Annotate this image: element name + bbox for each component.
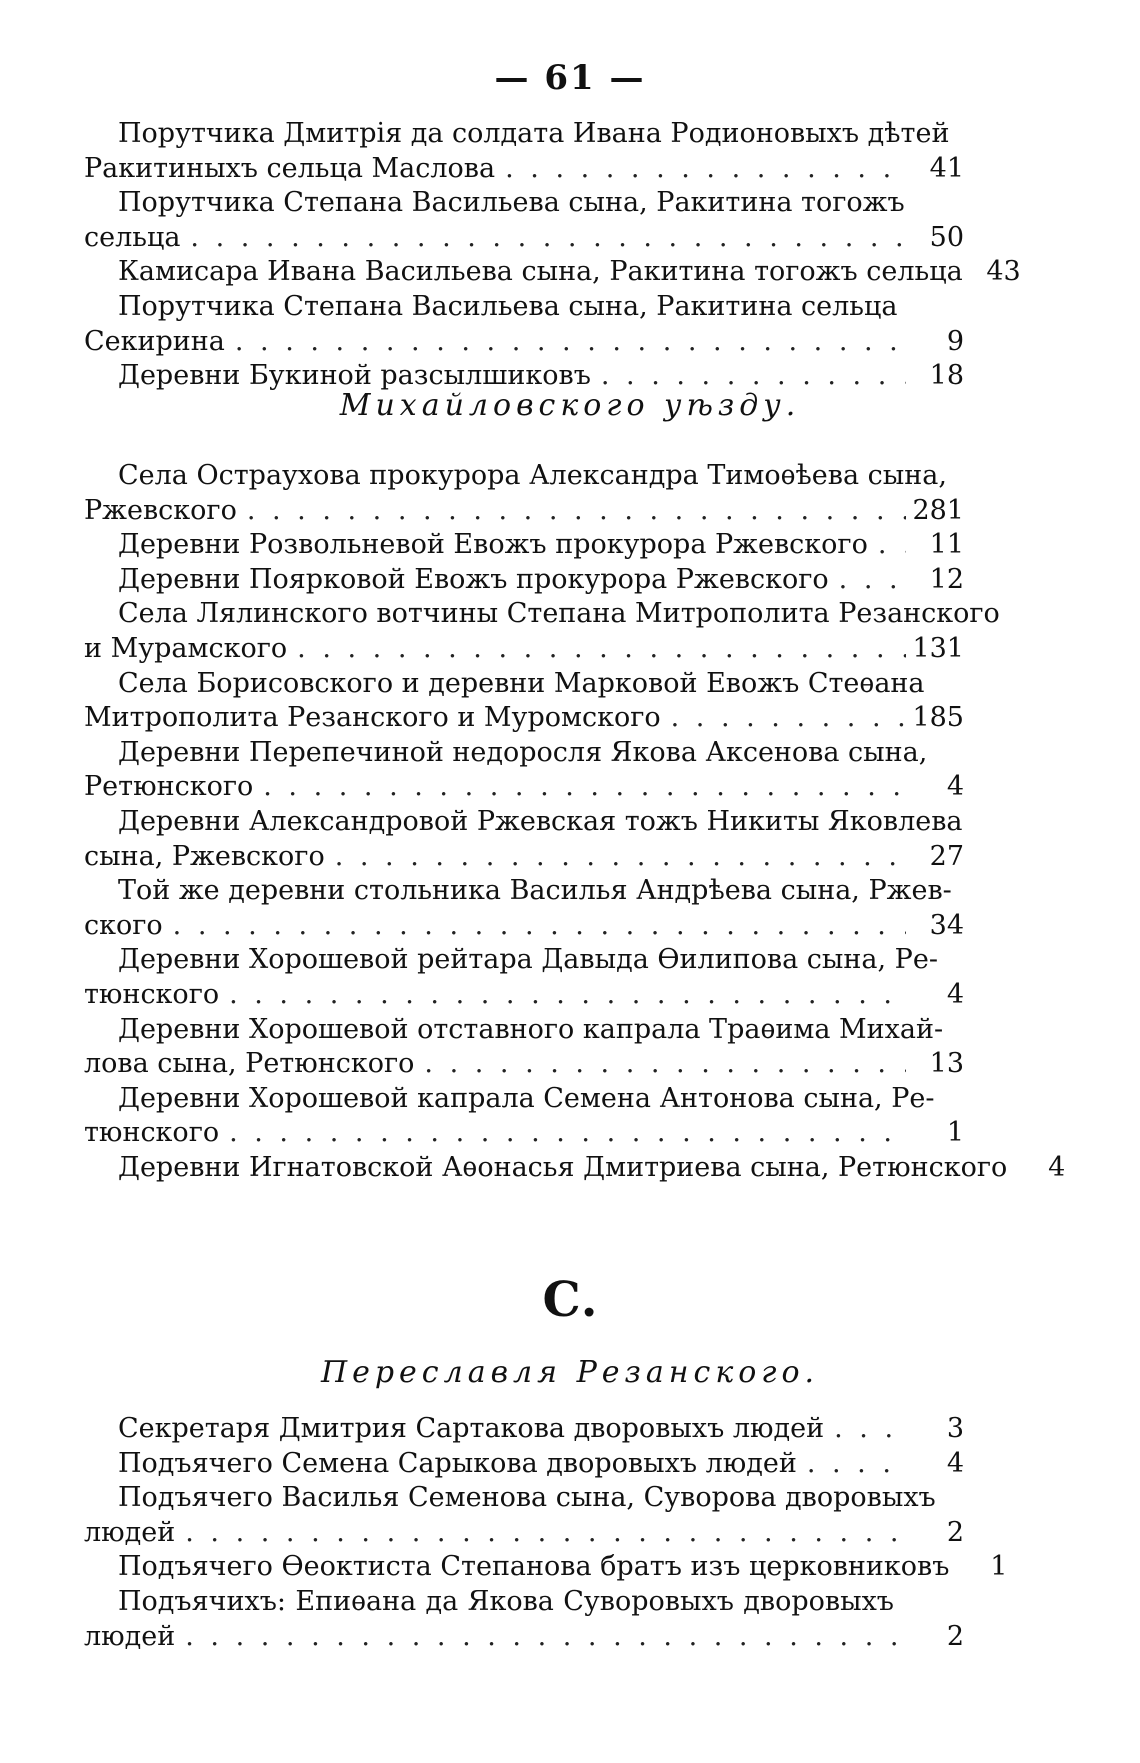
entry-count: 2 [946, 1620, 964, 1652]
entry-list-section-3 [84, 1413, 1008, 1655]
entry-line [84, 771, 964, 806]
entry-text: Деревни Перепечиной недоросля Якова Аксенова сына, [118, 736, 928, 768]
entry-text: Деревни Александровой Ржевская тожъ Никиты Яковлева [118, 805, 963, 837]
entry-label-with-leader [84, 979, 906, 1010]
entry-text: Деревни Хорошевой рейтара Давыда Ѳилипова сына, Ре- [118, 944, 938, 976]
entry-text: и Мурамского [84, 632, 288, 664]
entry-label-with-leader [84, 702, 906, 733]
entry-text: Ржевского [84, 494, 237, 526]
entry-count: 9 [946, 325, 964, 357]
entry-text: Села Лялинского вотчины Степана Митрополита Резанского [118, 598, 1000, 630]
entry-label-with-leader [84, 633, 906, 664]
section-heading-pereslavl: Переславля Резанского. [320, 1355, 820, 1390]
entry-line [84, 1621, 964, 1656]
entry-count: 2 [946, 1516, 964, 1548]
entry-line [84, 737, 964, 772]
entry-count: 13 [929, 1048, 964, 1080]
entry-line [84, 1482, 964, 1517]
entry-count: 4 [1048, 1151, 1066, 1183]
entry-line [84, 118, 964, 153]
entry-line [84, 702, 964, 737]
entry-text: ского [84, 909, 163, 941]
entry-text: Села Остраухова прокурора Александра Тимоѳѣева сына, [118, 460, 947, 491]
entry-count: 34 [929, 909, 964, 941]
entry-count: 12 [929, 563, 964, 595]
entry-label-with-leader [84, 1448, 906, 1479]
entry-text: сына, Ржевского [84, 840, 325, 872]
entry-label-with-leader [84, 1048, 906, 1079]
dot-leader [797, 1448, 906, 1479]
entry-label-with-leader [84, 360, 906, 391]
entry-line [84, 1517, 964, 1552]
entry-label-with-leader [84, 910, 906, 941]
section-letter: С. [542, 1272, 598, 1328]
entry-count: 4 [946, 771, 964, 803]
entry-line [84, 529, 964, 564]
entry-label-with-leader [84, 222, 906, 253]
entry-line [84, 668, 964, 703]
section-heading-mikhailov: Михайловского уѣзду. [339, 388, 801, 423]
entry-count: 281 [912, 494, 964, 526]
dot-leader [180, 222, 906, 253]
entry-line [84, 256, 1021, 291]
page-number: — 61 — [494, 58, 646, 98]
dot-leader [163, 910, 906, 941]
dot-leader [824, 1413, 906, 1444]
dot-leader [829, 564, 906, 595]
entry-text: Деревни Поярковой Евожъ прокурора Ржевского [118, 563, 829, 595]
dot-leader [325, 841, 906, 872]
entry-line [84, 187, 964, 222]
entry-text: Секретаря Дмитрия Сартакова дворовыхъ людей [118, 1413, 825, 1444]
entry-label-with-leader [84, 1517, 906, 1548]
entry-text: Деревни Розвольневой Евожъ прокурора Ржевского [118, 529, 868, 561]
dot-leader [414, 1048, 906, 1079]
entry-label-with-leader [84, 1621, 906, 1652]
entry-line [84, 633, 964, 668]
entry-text: Камисара Ивана Васильева сына, Ракитина тогожъ сельца [118, 256, 963, 288]
entry-count: 1 [946, 1117, 964, 1149]
entry-text: Ретюнского [84, 771, 254, 803]
entry-text: Порутчика Дмитрія да солдата Ивана Родионовыхъ дѣтей [118, 118, 950, 149]
entry-label-with-leader [84, 771, 906, 802]
entry-text: Порутчика Степана Васильева сына, Ракитина сельца [118, 290, 898, 322]
entry-count: 43 [986, 256, 1021, 288]
entry-line [84, 222, 964, 257]
dot-leader [287, 633, 906, 664]
entry-line [84, 841, 964, 876]
entry-count: 185 [912, 702, 964, 734]
entry-text: Подъячихъ: Епиѳана да Якова Суворовыхъ дворовыхъ [118, 1585, 894, 1617]
dot-leader [237, 495, 906, 526]
entry-line [84, 875, 964, 910]
entry-label-with-leader [84, 495, 906, 526]
dot-leader [591, 360, 906, 391]
entry-text: Деревни Хорошевой отставного капрала Траѳима Михай- [118, 1013, 944, 1045]
entry-line [84, 598, 1000, 633]
entry-line [84, 910, 964, 945]
entry-line [84, 1117, 964, 1152]
entry-count: 4 [946, 1447, 964, 1479]
entry-line [84, 153, 964, 188]
entry-text: Села Борисовского и деревни Марковой Евожъ Стеѳана [118, 667, 925, 699]
entry-line [84, 495, 964, 530]
entry-line [84, 1413, 964, 1448]
dot-leader [175, 1621, 906, 1652]
entry-list-section-1 [84, 118, 1021, 395]
entry-count: 1 [990, 1551, 1008, 1583]
entry-line [84, 1151, 1066, 1187]
entry-list-section-2 [84, 460, 1066, 1186]
entry-label-with-leader [84, 1413, 906, 1444]
entry-line [84, 1448, 964, 1483]
dot-leader [661, 702, 906, 733]
entry-text: лова сына, Ретюнского [84, 1048, 415, 1080]
entry-count: 27 [929, 840, 964, 872]
entry-text: людей [84, 1620, 176, 1652]
entry-line [84, 1551, 1008, 1586]
entry-line [84, 979, 964, 1014]
entry-text: Подъячего Василья Семенова сына, Суворова дворовыхъ [118, 1482, 936, 1514]
entry-text: Порутчика Степана Васильева сына, Ракитина тогожъ [118, 187, 905, 219]
entry-text: Подъячего Семена Сарыкова дворовыхъ людей [118, 1447, 797, 1479]
entry-text: сельца [84, 221, 181, 253]
entry-count: 11 [929, 529, 964, 561]
entry-line [84, 1048, 964, 1083]
entry-label-with-leader [84, 529, 906, 560]
entry-text: Секирина [84, 325, 225, 357]
entry-text: Той же деревни стольника Василья Андрѣева сына, Ржев- [118, 875, 952, 907]
entry-label-with-leader [84, 564, 906, 595]
entry-count: 3 [946, 1413, 964, 1444]
entry-line [84, 564, 964, 599]
entry-line [84, 806, 964, 841]
entry-count: 131 [912, 632, 964, 664]
entry-line [84, 326, 964, 361]
entry-text: Подъячего Ѳеоктиста Степанова братъ изъ церковниковъ [118, 1551, 950, 1583]
entry-label-with-leader [84, 153, 906, 184]
entry-line [84, 944, 964, 979]
entry-text: Деревни Хорошевой капрала Семена Антонова сына, Ре- [118, 1082, 935, 1114]
entry-label-with-leader [84, 1117, 906, 1148]
entry-text: Деревни Букиной разсылшиковъ [118, 360, 591, 392]
entry-label-with-leader [84, 841, 906, 872]
entry-count: 4 [946, 978, 964, 1010]
dot-leader [219, 979, 906, 1010]
entry-count: 41 [929, 152, 964, 184]
entry-line [84, 291, 964, 326]
entry-count: 18 [929, 360, 964, 392]
entry-count: 50 [929, 221, 964, 253]
entry-text: тюнского [84, 1117, 220, 1149]
entry-text: Митрополита Резанского и Муромского [84, 702, 661, 734]
entry-text: Ракитиныхъ сельца Маслова [84, 152, 496, 184]
dot-leader [253, 771, 906, 802]
dot-leader [225, 326, 906, 357]
dot-leader [219, 1117, 906, 1148]
entry-text: Деревни Игнатовской Аѳонасья Дмитриева сына, Ретюнского [118, 1151, 1008, 1183]
entry-label-with-leader [84, 326, 906, 357]
entry-line [84, 1083, 964, 1118]
entry-text: людей [84, 1516, 176, 1548]
entry-text: тюнского [84, 978, 220, 1010]
entry-line [84, 460, 964, 495]
dot-leader [495, 153, 906, 184]
entry-line [84, 1586, 964, 1621]
dot-leader [175, 1517, 906, 1548]
dot-leader [868, 529, 906, 560]
entry-line [84, 1014, 964, 1049]
